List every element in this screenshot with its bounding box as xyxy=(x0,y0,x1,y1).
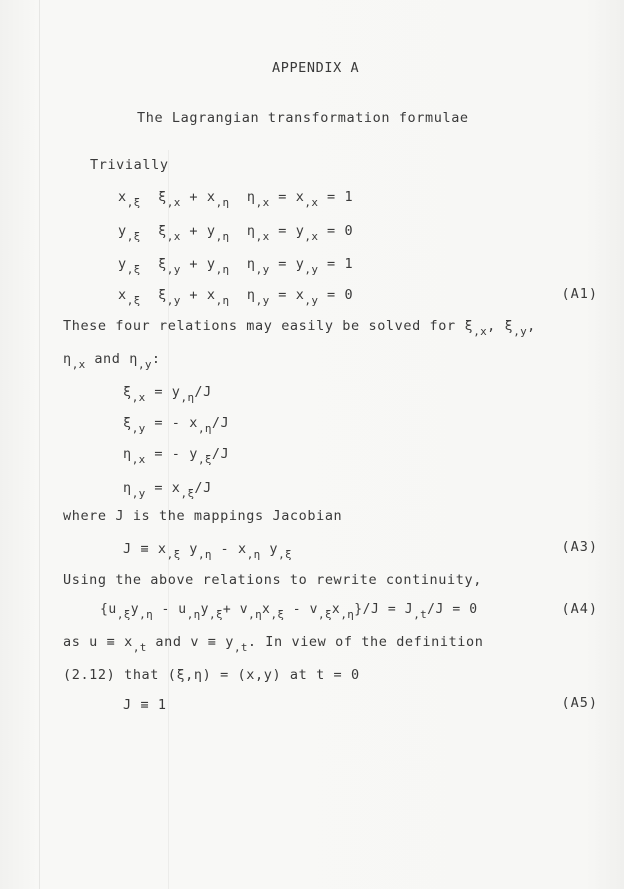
equation-label-a3: (A3) xyxy=(561,539,598,555)
intro-text: Trivially xyxy=(90,157,169,173)
paragraph-definition-cont: (2.12) that (ξ,η) = (x,y) at t = 0 xyxy=(63,667,360,683)
equation-a2-1: $\xi_{,x} = y_{,\eta}/J$ xyxy=(123,384,212,404)
equation-a5: J ≡ 1 xyxy=(123,697,167,713)
paragraph-jacobian: where J is the mappings Jacobian xyxy=(63,508,343,524)
appendix-heading: APPENDIX A xyxy=(272,60,360,76)
equation-a1-3: $y_{,\xi}$ $\xi_{,y} + y_{,\eta}$ $\eta_{,y} = y_{,y} = 1$ xyxy=(118,256,354,276)
equation-a2-3: $\eta_{,x}$ = - $y_{,\xi}/J$ xyxy=(123,446,230,466)
equation-a1-1: $x_{,\xi}$ $\xi_{,x} + x_{,\eta}$ $\eta_{,x} = x_{,x} = 1$ xyxy=(118,189,354,209)
equation-a4: $\{u_{,\xi}y_{,\eta} - u_{,\eta}y_{,\xi}+ v_{,\eta}x_{,\xi} - v_{,\xi}x_{,\eta}\}/J = J_{,t}/J = 0$ xyxy=(100,602,478,621)
equation-label-a5: (A5) xyxy=(561,695,598,711)
equation-label-a4: (A4) xyxy=(561,601,598,617)
page-fold xyxy=(39,0,40,889)
equation-a1-2: $y_{,\xi}$ $\xi_{,x} + y_{,\eta}$ $\eta_{,x} = y_{,x} = 0$ xyxy=(118,223,354,243)
equation-a1-4: $x_{,\xi}$ $\xi_{,y} + x_{,\eta}$ $\eta_{,y} = x_{,y} = 0$ xyxy=(118,287,354,307)
paragraph-solve: These four relations may easily be solved for $\xi_{,x}$, $\xi_{,y}$, xyxy=(63,318,536,338)
paragraph-solve-cont: $\eta_{,x}$ and $\eta_{,y}$: xyxy=(63,351,161,371)
paragraph-definition: as $u \equiv x_{,t}$ and $v \equiv y_{,t}$. In view of the definition xyxy=(63,634,484,654)
equation-label-a1: (A1) xyxy=(561,286,598,302)
equation-a2-4: $\eta_{,y} = x_{,\xi}/J$ xyxy=(123,480,212,500)
equation-a3: $J \equiv x_{,\xi}$ $y_{,\eta} - x_{,\eta}$ $y_{,\xi}$ xyxy=(123,541,292,561)
paragraph-continuity: Using the above relations to rewrite continuity, xyxy=(63,572,482,588)
section-title: The Lagrangian transformation formulae xyxy=(137,110,469,126)
equation-a2-2: $\xi_{,y}$ = - $x_{,\eta}/J$ xyxy=(123,415,230,435)
